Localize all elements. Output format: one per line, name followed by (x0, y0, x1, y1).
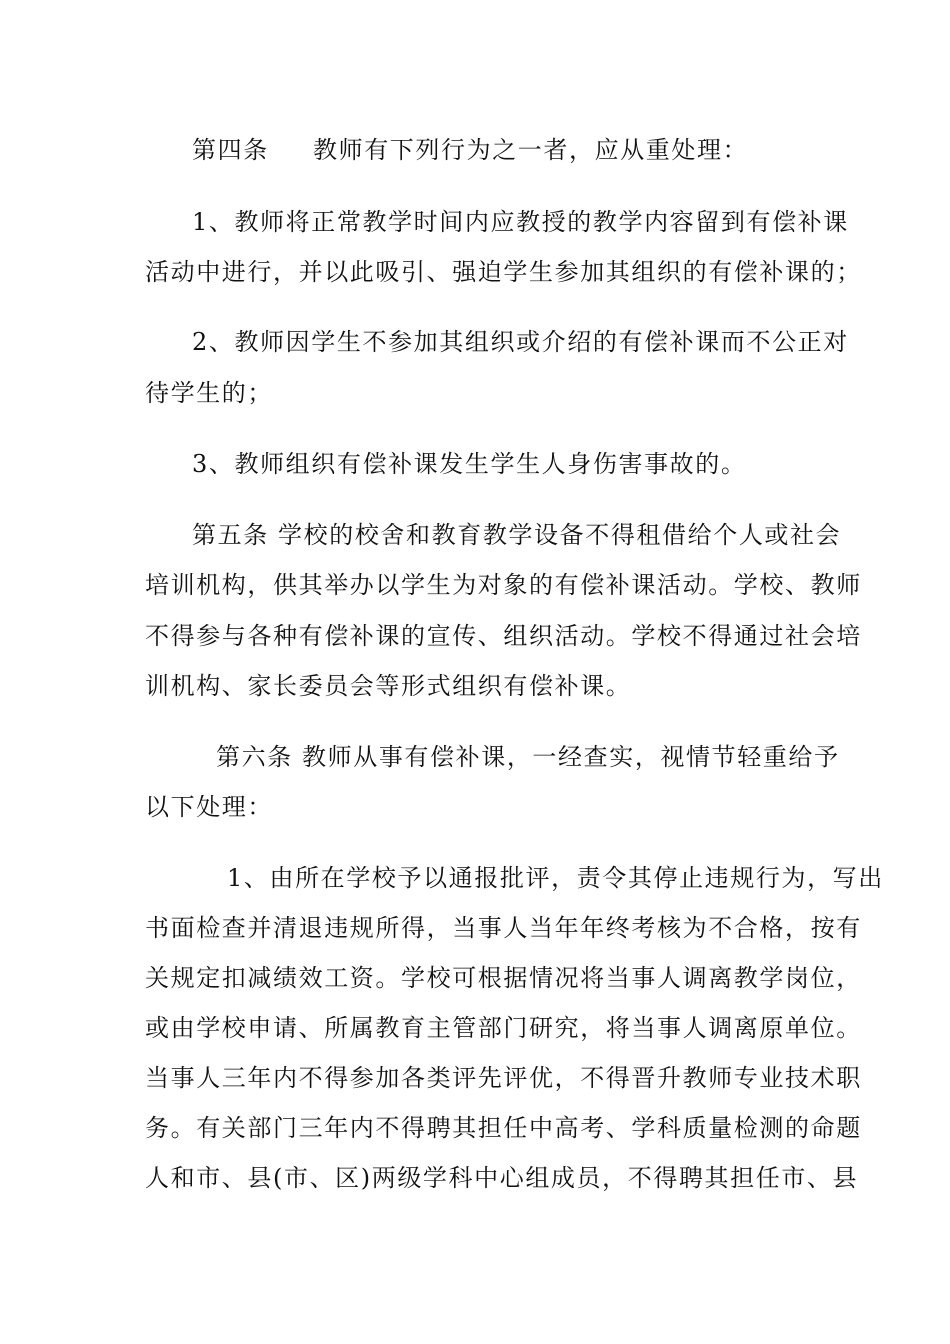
article-6-item-1-line-5: 当事人三年内不得参加各类评先评优，不得晋升教师专业技术职 (145, 1064, 862, 1092)
article-4-item-1-line-2: 活动中进行，并以此吸引、强迫学生参加其组织的有偿补课的； (145, 258, 862, 286)
article-6-line-2: 以下处理： (145, 793, 273, 821)
article-4-item-2-line-2: 待学生的； (145, 379, 273, 407)
article-4-item-1-line-1: 1、教师将正常教学时间内应教授的教学内容留到有偿补课 (192, 208, 849, 236)
article-5-line-4: 训机构、家长委员会等形式组织有偿补课。 (145, 672, 632, 700)
article-6-line-1: 第六条 教师从事有偿补课，一经查实，视情节轻重给予 (216, 743, 840, 771)
article-6-item-1-line-4: 或由学校申请、所属教育主管部门研究，将当事人调离原单位。 (145, 1014, 862, 1042)
article-5-line-3: 不得参与各种有偿补课的宣传、组织活动。学校不得通过社会培 (145, 622, 862, 650)
article-6-item-1-line-6: 务。有关部门三年内不得聘其担任中高考、学科质量检测的命题 (145, 1114, 862, 1142)
article-6-item-1-line-2: 书面检查并清退违规所得，当事人当年年终考核为不合格，按有 (145, 914, 862, 942)
article-4-intro: 教师有下列行为之一者，应从重处理： (313, 136, 749, 164)
article-6-item-1-line-3: 关规定扣减绩效工资。学校可根据情况将当事人调离教学岗位， (145, 964, 862, 992)
article-4-item-3-line-1: 3、教师组织有偿补课发生学生人身伤害事故的。 (192, 450, 747, 478)
article-5-line-2: 培训机构，供其举办以学生为对象的有偿补课活动。学校、教师 (145, 571, 862, 599)
article-6-item-1-line-1: 1、由所在学校予以通报批评，责令其停止违规行为，写出 (227, 864, 884, 892)
article-5-line-1: 第五条 学校的校舍和教育教学设备不得租借给个人或社会 (192, 521, 842, 549)
article-6-item-1-line-7: 人和市、县(市、区)两级学科中心组成员，不得聘其担任市、县 (145, 1164, 859, 1192)
article-4-heading: 第四条 (192, 136, 269, 164)
article-4-item-2-line-1: 2、教师因学生不参加其组织或介绍的有偿补课而不公正对 (192, 328, 849, 356)
